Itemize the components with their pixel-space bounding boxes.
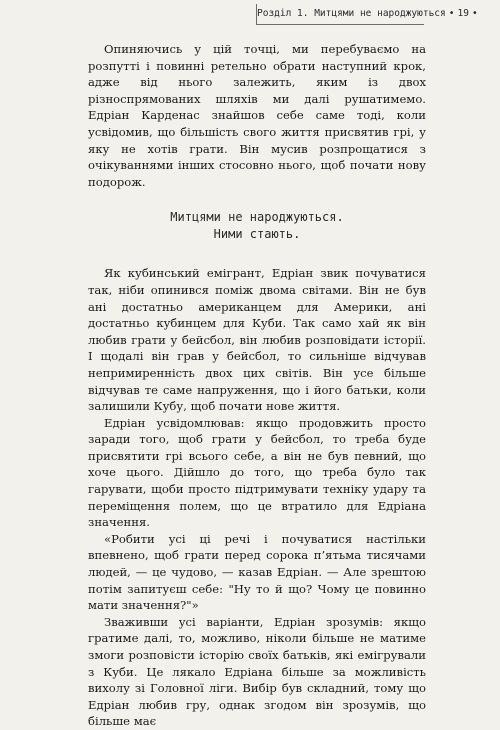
page-number: 19 (457, 8, 469, 19)
paragraph-5: Зваживши усі варіанти, Едріан зрозумів: якщо гратиме далі, то, можливо, ніколи більше не матиме змоги розповісти історію своїх батьків, які емігрували з Куби. Це лякало Едріана більше за можливість вихолу зі Головної ліги. Вибір був складний, тому що Едріан любив гру, однак згодом він зрозумів, що більше має (88, 614, 426, 729)
paragraph-4: «Робити усі ці речі і почуватися настільки впевнено, щоб грати перед сорока п’ятьма тисячами людей, — це чудово, — казав Едріан. — Але зрештою потім запитуєш себе: "Ну то й що? Чому це повинно мати значення?"» (88, 531, 426, 613)
running-head (256, 4, 478, 25)
epigraph (88, 209, 426, 243)
paragraph-1: Опиняючись у цій точці, ми перебуваємо на розпутті і повинні ретельно обрати наступний крок, адже від нього залежить, яким із двох різноспрямованих шляхів ми далі рушатимемо. Едріан Карденас знайшов себе саме тоді, коли усвідомив, що більшість свого життя присвятив грі, у яку не хотів грати. Він мусив розпрощатися з очікуваннями інших стосовно нього, щоб почати нову подорож. (88, 42, 426, 189)
header-end-bullet: • (471, 8, 478, 19)
epigraph-line-2: Ними стають. (213, 227, 301, 242)
epigraph-line-1: Митцями не народжуються. (170, 210, 344, 225)
paragraph-3: Едріан усвідомлював: якщо продовжить просто заради того, щоб грати у бейсбол, то треба буде присвятити грі всього себе, а він не був певний, що хоче цього. Дійшло до того, що треба було так гарувати, щоби просто підтримувати техніку удару та переміщення полем, що це втратило для Едріана значення. (88, 415, 426, 530)
body-text (88, 41, 426, 730)
paragraph-2: Як кубинський емігрант, Едріан звик почуватися так, ніби опинився поміж двома світами. Він не був ані достатньо американцем для Америки, ані достатньо кубинцем для Куби. Так само хай як він любив грати у бейсбол, він любив розповідати історії. І щодалі він грав у бейсбол, то сильніше відчував непримиренність двох цих світів. Він усе більше відчував те саме напруження, що і його батьки, коли залишили Кубу, щоб почати нове життя. (88, 266, 426, 414)
chapter-title: Розділ 1. Митцями не народжуються (257, 8, 446, 19)
header-bullet: • (448, 8, 455, 19)
